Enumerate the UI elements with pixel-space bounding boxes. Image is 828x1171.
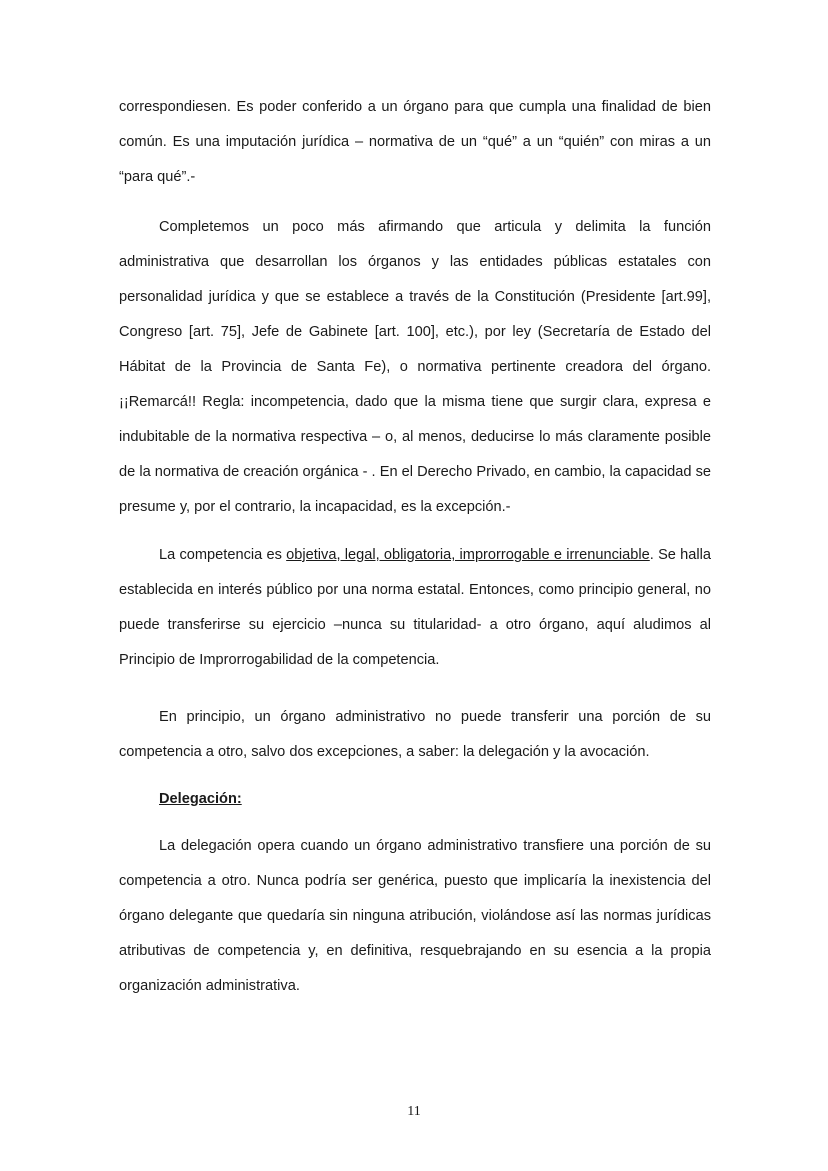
paragraph-competencia-definicion (119, 210, 711, 525)
paragraph-text: correspondiesen. Es poder conferido a un órgano para que cumpla una finalidad de bien común. Es una imputación jurídica – normativa de un “qué” a un “quién” con miras a un “para qué”.- (119, 99, 711, 185)
underlined-characteristics: objetiva, legal, obligatoria, improrrogable e irrenunciable (286, 547, 650, 563)
paragraph-text: En principio, un órgano administrativo no puede transferir una porción de su competencia a otro, salvo dos excepciones, a saber: la delegación y la avocación. (119, 709, 711, 760)
paragraph-text: Completemos un poco más afirmando que articula y delimita la función administrativa que desarrollan los órganos y las entidades públicas estatales con personalidad jurídica y que se establece a través de la Constitución (Presidente [art.99], Congreso [art. 75], Jefe de Gabinete [art. 100], etc.), por ley (Secretaría de Estado del Hábitat de la Provincia de Santa Fe), o normativa pertinente creadora del órgano. ¡¡Remarcá!! Regla: incompetencia, dado que la misma tiene que surgir clara, expresa e indubitable de la normativa respectiva – o, al menos, deducirse lo más claramente posible de la normativa de creación orgánica - . En el Derecho Privado, en cambio, la capacidad se presume y, por el contrario, la incapacidad, es la excepción.- (119, 219, 711, 515)
paragraph-text: La delegación opera cuando un órgano administrativo transfiere una porción de su competencia a otro. Nunca podría ser genérica, puesto que implicaría la inexistencia del órgano delegante que quedaría sin ninguna atribución, violándose así las normas jurídicas atributivas de competencia y, en definitiva, resquebrajando en su esencia a la propia organización administrativa. (119, 838, 711, 994)
text-segment: La competencia es (159, 547, 287, 563)
heading-delegacion: Delegación: (159, 791, 242, 807)
text-segment: . Se halla establecida en interés público por una norma estatal. Entonces, como principio general, no puede transferirse su ejercicio –nunca su titularidad- a otro órgano, aquí aludimos al Principio de Improrrogabilidad de la competencia. (119, 547, 712, 668)
paragraph-text (119, 538, 711, 678)
paragraph-delegacion (119, 829, 711, 1004)
paragraph-continuation (119, 90, 711, 195)
section-heading (119, 782, 711, 817)
page-number: 11 (407, 1104, 421, 1119)
paragraph-caracteres (119, 538, 711, 678)
paragraph-excepciones (119, 700, 711, 770)
